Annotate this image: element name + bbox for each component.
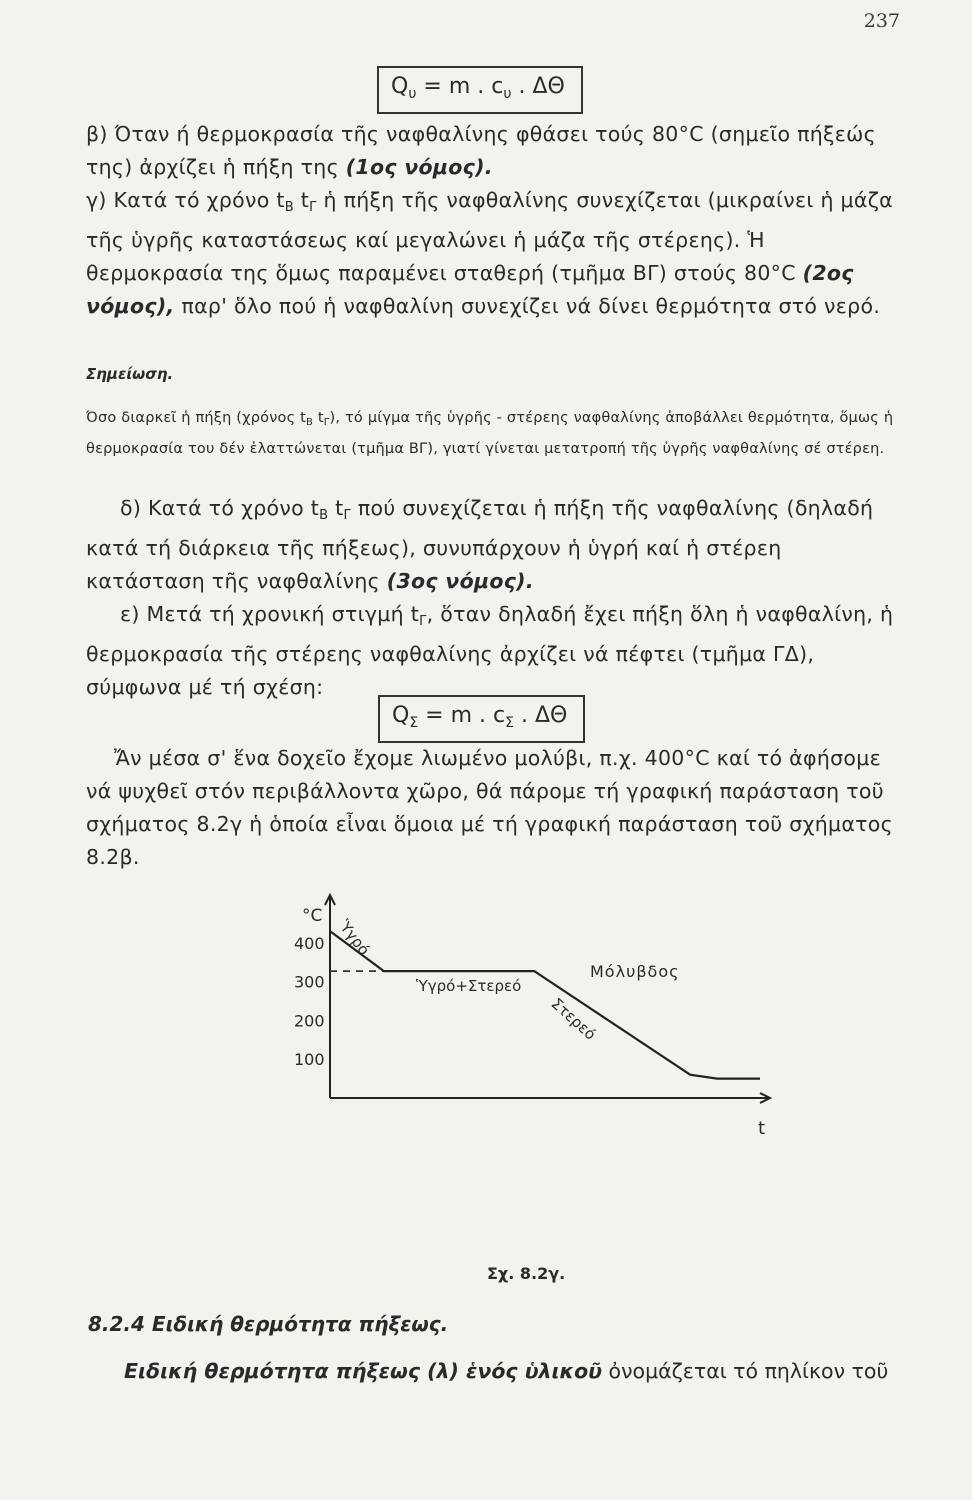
annotation-liquid-solid: Ὑγρό+Στερεό <box>416 977 522 996</box>
y-tick-label: 200 <box>294 1011 325 1031</box>
y-tick-label: 100 <box>294 1050 325 1070</box>
note-text-1: Όσο διαρκεῖ ἡ πήξη (χρόνος t <box>86 410 306 426</box>
paragraph-c-text-1: γ) Κατά τό χρόνο t <box>86 188 285 212</box>
formula2-q: Q <box>392 703 410 728</box>
note-text-3: ), τό μίγμα τῆς ὑγρῆς - στέρεης ναφθαλίνης ἀποβάλλει θερμότητα, ὅμως ἡ θερμοκρασία του δέν ἐλαττώνεται (τμῆμα ΒΓ), γιατί γίνεται μετατροπή τῆς ὑγρῆς ναφθαλίνης σέ στέρεη. <box>86 410 894 457</box>
paragraph-c-law: (2ος νόμος), <box>86 261 854 318</box>
formula2-q-sub: Σ <box>409 715 419 731</box>
definition-text: ὀνομάζεται τό πηλίκον τοῦ <box>602 1359 889 1383</box>
paragraph-d-text-1: δ) Κατά τό χρόνο t <box>120 496 320 520</box>
y-axis-label: °C <box>302 906 323 926</box>
figure-caption: Σχ. 8.2γ. <box>487 1264 566 1283</box>
formula2-tail: . ΔΘ <box>513 703 568 728</box>
formula-heat-liquid <box>377 66 583 114</box>
paragraphs-upper <box>86 118 906 323</box>
subscript-g: Γ <box>309 200 317 215</box>
paragraph-e-text-2: , ὅταν δηλαδή ἔχει πήξη ὅλη ἡ ναφθαλίνη, ἡ θερμοκρασία τῆς στέρεης ναφθαλίνης ἀρχίζει νά πέφτει (τμῆμα ΓΔ), σύμφωνα μέ τή σχέση: <box>86 602 894 699</box>
paragraph-d-law: (3ος νόμος). <box>386 569 534 593</box>
formula2-c-sub: Σ <box>505 715 514 731</box>
y-tick-label: 400 <box>294 933 325 953</box>
definition-term: Ειδική θερμότητα πήξεως (λ) ἑνός ὑλικοῦ <box>124 1359 603 1383</box>
paragraph-b-law: (1ος νόμος). <box>345 155 493 179</box>
paragraph-b-text: β) Όταν ή θερμοκρασία τῆς ναφθαλίνης φθάσει τούς 80°C (σημεῖο πήξεώς της) ἀρχίζει ἡ πήξη της <box>86 122 876 179</box>
paragraph-e-subscript-g: Γ <box>419 614 427 629</box>
subscript-b: Β <box>284 200 294 215</box>
chart-title: Μόλυβδος <box>590 962 680 981</box>
formula-q-sub: υ <box>408 86 417 102</box>
note-text-2: t <box>313 410 324 426</box>
annotation-solid: Στερεό <box>547 994 600 1044</box>
page-number: 237 <box>863 10 900 32</box>
formula-heat-solid <box>378 695 585 743</box>
formula-q: Q <box>391 74 409 99</box>
paragraph-d-text-3: πού συνεχίζεται ἡ πήξη τῆς ναφθαλίνης (δηλαδή κατά τή διάρκεια τῆς πήξεως), συνυπάρχουν ἡ ὑγρή καί ἡ στέρεη κατάσταση τῆς ναφθαλίνης <box>86 496 874 593</box>
paragraph-d-subscript-g: Γ <box>343 508 352 523</box>
paragraph-c-text-2: t <box>293 188 310 212</box>
formula-mid: = m . c <box>416 74 504 99</box>
paragraph-d-text-2: t <box>328 496 344 520</box>
paragraph-d <box>86 492 906 598</box>
cooling-curve-line <box>330 931 760 1078</box>
paragraph-e-text-1: ε) Μετά τή χρονική στιγμή t <box>120 602 420 626</box>
paragraph-definition <box>124 1355 924 1388</box>
paragraphs-lower <box>86 742 906 874</box>
section-heading: 8.2.4 Ειδική θερμότητα πήξεως. <box>88 1312 449 1336</box>
paragraph-b <box>86 118 906 184</box>
paragraph-c <box>86 184 906 323</box>
formula-c-sub: υ <box>503 86 512 102</box>
y-tick-label: 300 <box>294 972 325 992</box>
annotation-liquid: Ὑγρό <box>334 916 374 959</box>
cooling-curve-chart <box>270 885 790 1139</box>
paragraph-e <box>86 598 906 704</box>
note-subscript-b: Β <box>305 417 314 428</box>
paragraphs-middle <box>86 492 906 704</box>
paragraph-c-text-4: παρ' ὅλο πού ἡ ναφθαλίνη συνεχίζει νά δίνει θερμότητα στό νερό. <box>174 294 881 318</box>
note-title: Σημείωση. <box>86 365 174 383</box>
x-axis-label: t <box>758 1118 766 1139</box>
paragraph-c-text-3: ἡ πήξη τῆς ναφθαλίνης συνεχίζεται (μικραίνει ἡ μάζα τῆς ὑγρῆς καταστάσεως καί μεγαλώνει ἡ μάζα τῆς στέρεης). Ἡ θερμοκρασία της ὅμως παραμένει σταθερή (τμῆμα ΒΓ) στούς 80°C <box>86 188 893 285</box>
paragraph-d-subscript-b: Β <box>319 508 329 523</box>
formula-tail: . ΔΘ <box>511 74 565 99</box>
formula2-mid: = m . c <box>418 703 506 728</box>
paragraph-f: Ἄν μέσα σ' ἕνα δοχεῖο ἔχομε λιωμένο μολύβι, π.χ. 400°C καί τό ἀφήσομε νά ψυχθεῖ στόν περιβάλλοντα χῶρο, θά πάρομε τή γραφική παράσταση τοῦ σχήματος 8.2γ ἡ ὁποία εἶναι ὅμοια μέ τή γραφική παράσταση τοῦ σχήματος 8.2β. <box>86 746 893 869</box>
note-text <box>86 405 908 462</box>
note-subscript-g: Γ <box>323 417 330 428</box>
